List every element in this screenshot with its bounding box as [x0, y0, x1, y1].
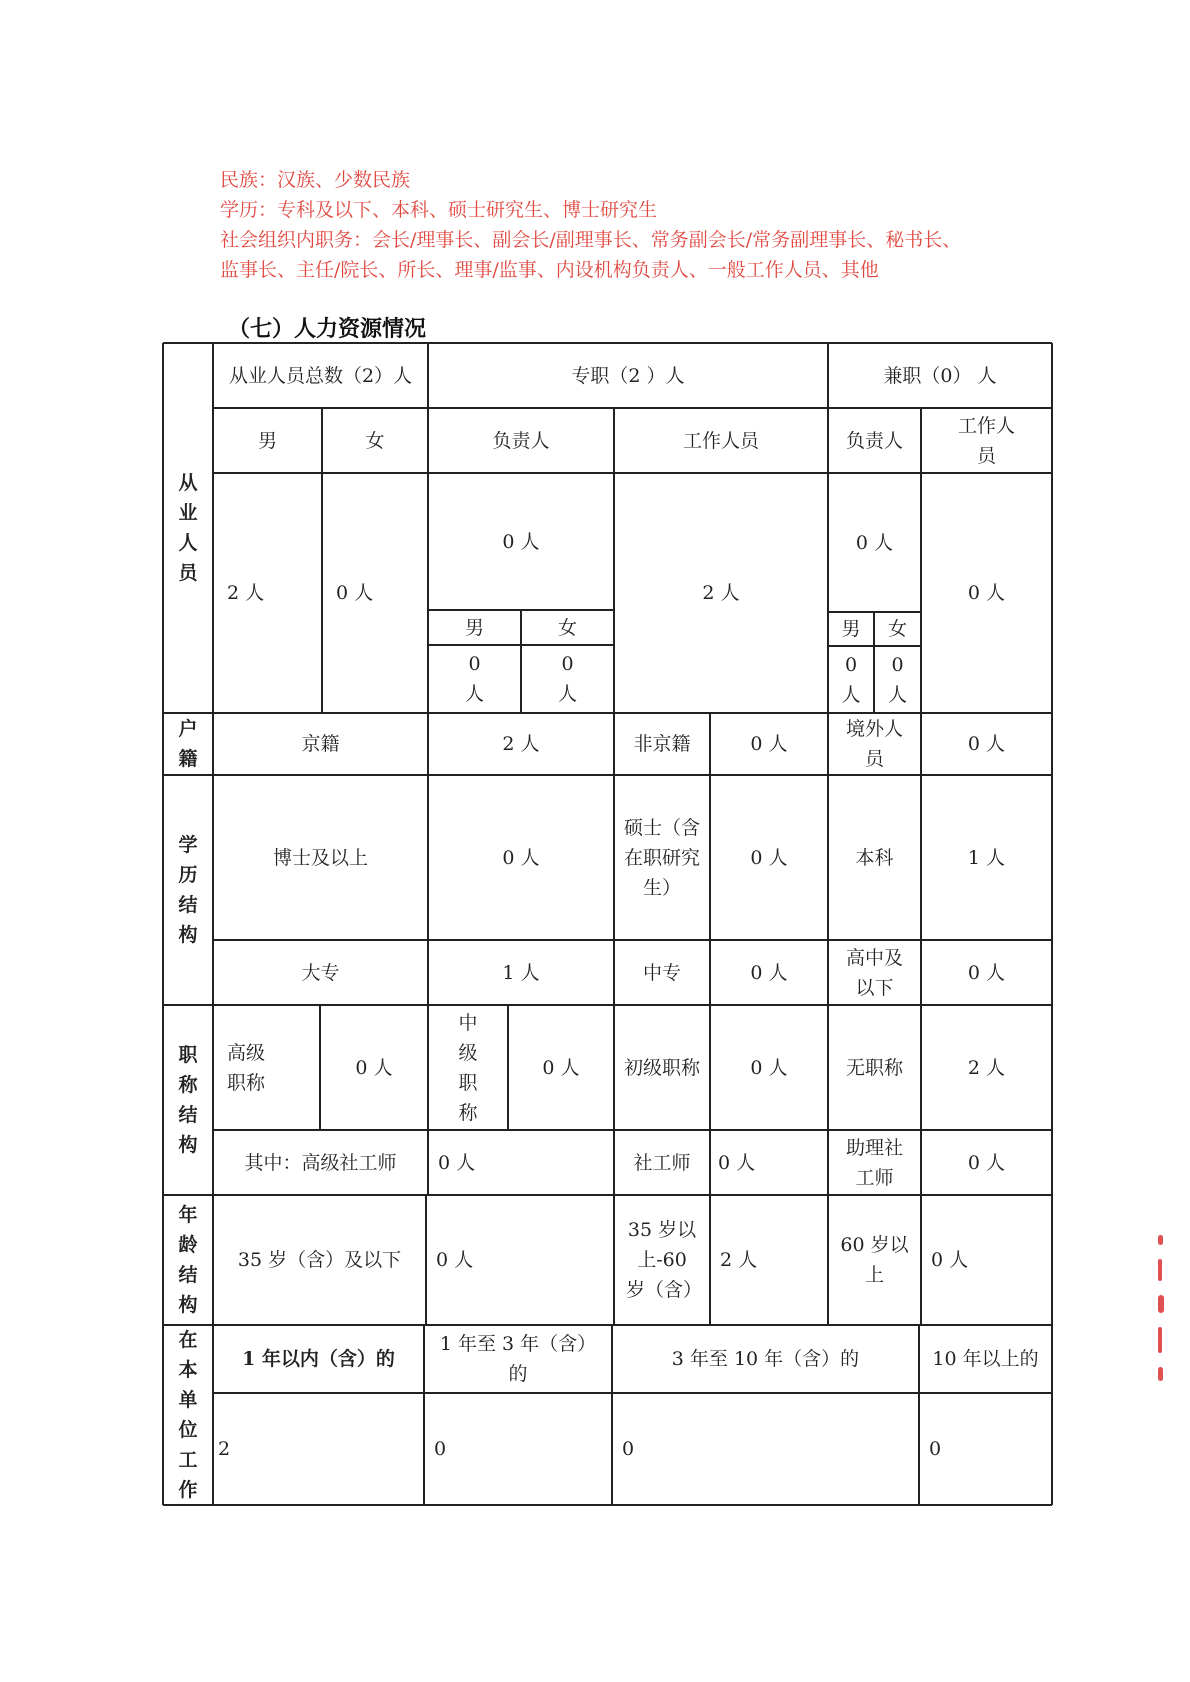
- parttime-worker-header: 工作人员: [957, 414, 1015, 467]
- tenure-within1-label: 1 年以内（含）的: [242, 1348, 395, 1370]
- no-title-count: 2 人: [967, 1056, 1006, 1079]
- fulltime-worker-count: 2 人: [702, 582, 740, 604]
- age-under35-count: 0 人: [436, 1249, 474, 1271]
- parttime-worker-count: 0 人: [967, 582, 1006, 604]
- senior-title-count: 0 人: [355, 1056, 393, 1079]
- age-under35-label: 35 岁（含）及以下: [237, 1249, 402, 1271]
- fulltime-label: 专职（2 ）人: [571, 364, 685, 387]
- male-header: 男: [257, 429, 277, 452]
- master-label: 硕士（含在职研究生）: [624, 816, 701, 899]
- master-count: 0 人: [750, 846, 788, 869]
- phd-count: 0 人: [502, 846, 540, 869]
- social-worker-count: 0 人: [718, 1151, 756, 1174]
- parttime-leader-male-count: 0 人: [841, 653, 861, 706]
- tenure-over10-label: 10 年以上的: [932, 1348, 1039, 1370]
- senior-social-worker-count: 0 人: [438, 1151, 476, 1174]
- bachelor-count: 1 人: [967, 846, 1006, 869]
- age-35to60-label: 35 岁以上-60 岁（含）: [626, 1219, 703, 1301]
- beijing-count: 2 人: [502, 733, 540, 755]
- middle-title-count: 0 人: [542, 1056, 580, 1079]
- fulltime-leader-male-header: 男: [464, 616, 484, 639]
- college-count: 1 人: [502, 961, 540, 984]
- side-label-age: 年 龄 结 构: [178, 1204, 198, 1316]
- age-over60-label: 60 岁以上: [840, 1234, 909, 1286]
- assistant-social-worker-count: 0 人: [967, 1151, 1006, 1174]
- age-over60-count: 0 人: [931, 1249, 969, 1271]
- fulltime-leader-female-count: 0 人: [557, 653, 577, 705]
- female-count: 0 人: [336, 582, 374, 604]
- note-education: 学历：专科及以下、本科、硕士研究生、博士研究生: [220, 199, 658, 221]
- social-worker-label: 社工师: [633, 1151, 691, 1174]
- assistant-social-worker-label: 助理社工师: [845, 1136, 903, 1189]
- secondary-label: 中专: [642, 961, 681, 984]
- tenure-3to10-count: 0: [622, 1438, 635, 1460]
- fulltime-leader-count: 0 人: [502, 530, 540, 553]
- parttime-leader-male-header: 男: [841, 618, 861, 640]
- overseas-count: 0 人: [967, 733, 1006, 755]
- parttime-label: 兼职（0） 人: [883, 364, 997, 387]
- side-label-huji: 户 籍: [178, 718, 198, 770]
- no-title-label: 无职称: [845, 1056, 903, 1079]
- note-position-2: 监事长、主任/院长、所长、理事/监事、内设机构负责人、一般工作人员、其他: [220, 259, 879, 281]
- beijing-label: 京籍: [301, 733, 340, 755]
- overseas-label: 境外人员: [845, 718, 903, 770]
- parttime-leader-count: 0 人: [855, 531, 894, 554]
- senior-social-worker-label: 其中：高级社工师: [244, 1151, 397, 1174]
- note-position-1: 社会组织内职务：会长/理事长、副会长/副理事长、常务副会长/常务副理事长、秘书长、: [220, 229, 962, 251]
- parttime-leader-female-count: 0 人: [887, 653, 907, 706]
- middle-title-label: 中级职称: [458, 1011, 478, 1124]
- non-beijing-label: 非京籍: [633, 733, 691, 755]
- tenure-1to3-label: 1 年至 3 年（含）的: [439, 1333, 597, 1385]
- parttime-leader-female-header: 女: [887, 618, 907, 640]
- fulltime-leader-male-count: 0 人: [464, 653, 484, 705]
- field-notes: [220, 165, 961, 285]
- side-label-education: 学 历 结 构: [178, 834, 198, 946]
- tenure-3to10-label: 3 年至 10 年（含）的: [671, 1348, 860, 1370]
- side-label-tenure: 在 本 单 位 工 作: [178, 1329, 198, 1501]
- seal-stamp-fragment: [1158, 1235, 1174, 1405]
- college-label: 大专: [301, 961, 340, 984]
- senior-title-label: 高级职称: [227, 1041, 266, 1094]
- highschool-label: 高中及以下: [845, 946, 903, 999]
- bachelor-label: 本科: [855, 846, 894, 869]
- non-beijing-count: 0 人: [750, 733, 788, 755]
- tenure-within1-count: 2: [218, 1438, 231, 1460]
- phd-label: 博士及以上: [272, 846, 368, 869]
- tenure-over10-count: 0: [929, 1438, 942, 1460]
- fulltime-worker-header: 工作人员: [682, 429, 759, 452]
- section-title: （七）人力资源情况: [228, 316, 427, 342]
- total-staff-label: 从业人员总数（2）人: [228, 364, 413, 387]
- fulltime-leader-header: 负责人: [492, 429, 550, 452]
- junior-title-count: 0 人: [750, 1056, 788, 1079]
- tenure-1to3-count: 0: [434, 1438, 447, 1460]
- age-35to60-count: 2 人: [720, 1249, 758, 1271]
- side-label-titles: 职 称 结 构: [178, 1044, 198, 1156]
- male-count: 2 人: [227, 582, 265, 604]
- fulltime-leader-female-header: 女: [557, 616, 577, 639]
- parttime-leader-header: 负责人: [845, 429, 903, 452]
- highschool-count: 0 人: [967, 961, 1006, 984]
- side-label-staff: 从 业 人 员: [178, 472, 198, 584]
- secondary-count: 0 人: [750, 961, 788, 984]
- note-ethnicity: 民族：汉族、少数民族: [220, 169, 411, 191]
- junior-title-label: 初级职称: [624, 1056, 701, 1079]
- female-header: 女: [365, 429, 385, 452]
